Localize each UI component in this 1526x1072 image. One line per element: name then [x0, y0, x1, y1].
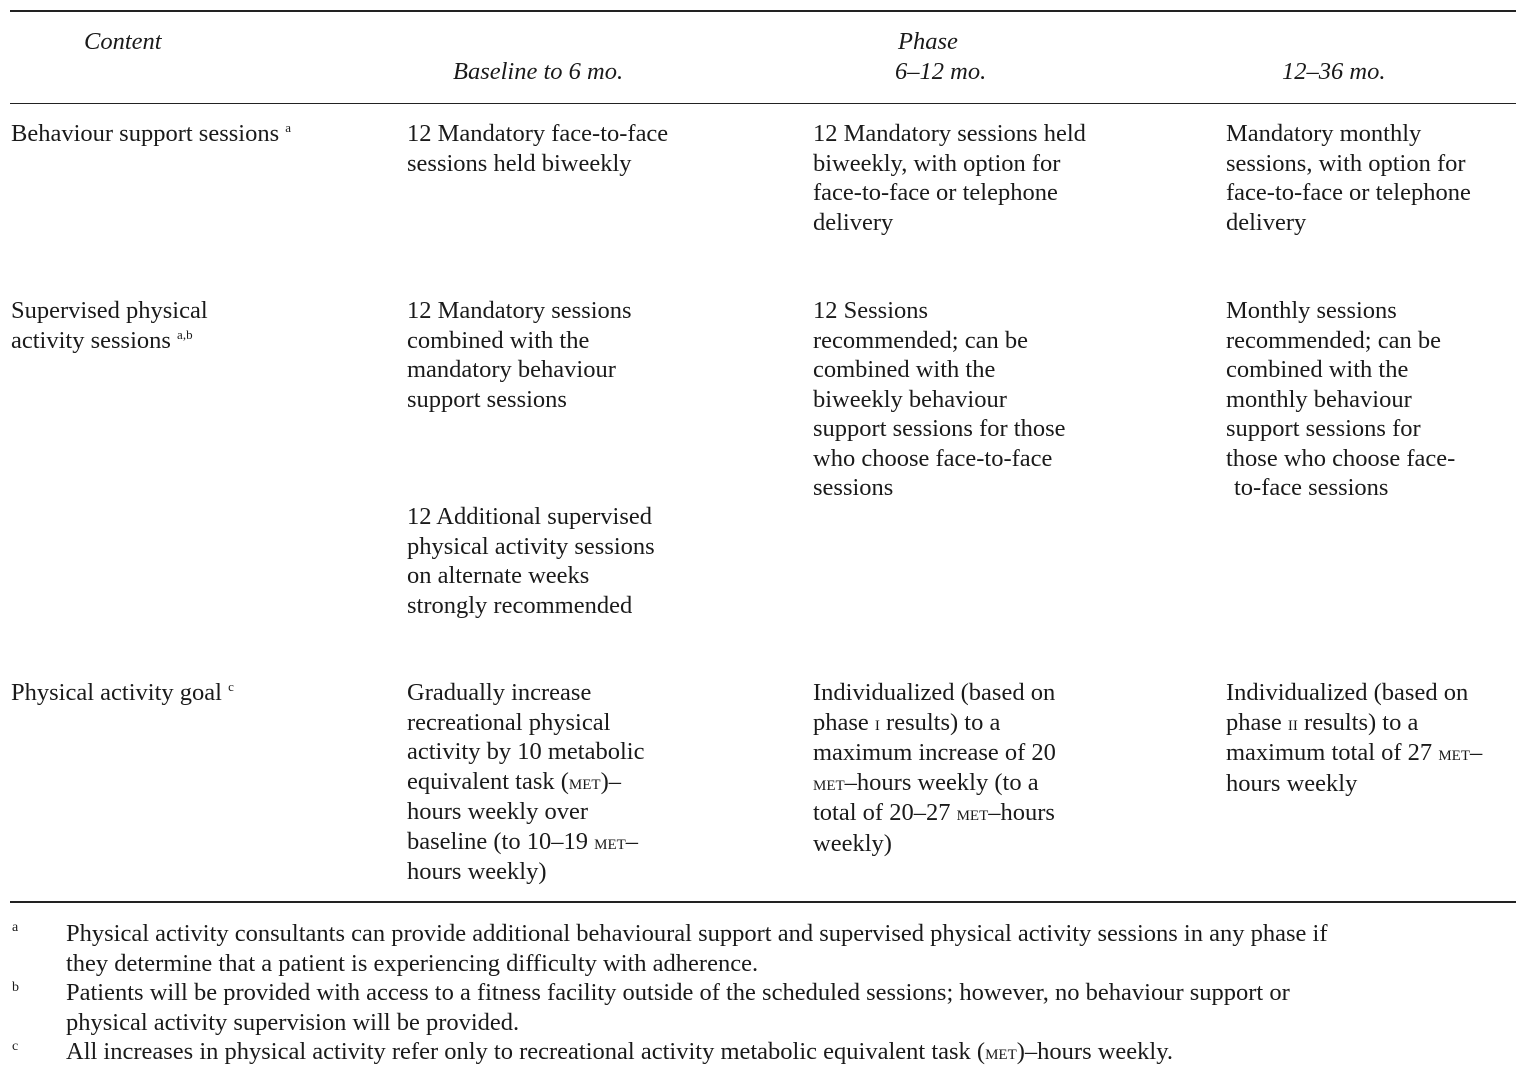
footnote-b-text — [66, 978, 1506, 1037]
cell-line: physical activity sessions — [407, 532, 655, 560]
footnote-line — [66, 1037, 1506, 1068]
footnote-line: physical activity supervision will be provided. — [66, 1008, 520, 1036]
cell-supervised-6-12 — [813, 296, 1065, 503]
cell-line: to-face sessions — [1234, 474, 1389, 501]
cell-line: face-to-face or telephone — [1226, 179, 1471, 206]
cell-goal-12-36 — [1226, 678, 1482, 798]
text-segment: –hours — [988, 799, 1055, 826]
met-abbrev: met — [568, 769, 601, 794]
header-phase: Phase — [898, 28, 958, 55]
cell-supervised-baseline-b — [407, 502, 655, 620]
text-segment: baseline (to 10–19 — [407, 827, 595, 855]
cell-line: strongly recommended — [407, 591, 633, 619]
cell-line: Monthly sessions — [1226, 297, 1397, 324]
text-segment: results) to a — [1297, 708, 1419, 736]
text-segment: phase — [1226, 708, 1288, 736]
cell-goal-6-12 — [813, 678, 1056, 858]
cell-line: hours weekly) — [407, 858, 547, 885]
footnote-line: Patients will be provided with access to a fitness facility outside of the scheduled sessions; however, no behaviour support or — [66, 979, 1290, 1006]
cell-line: sessions held biweekly — [407, 149, 632, 177]
cell-supervised-12-36 — [1226, 296, 1455, 503]
cell-line: 12 Mandatory sessions — [407, 297, 632, 324]
row-label-text: Physical activity goal — [11, 679, 222, 706]
cell-line: support sessions for — [1226, 415, 1421, 442]
cell-line: delivery — [813, 208, 894, 236]
row-label-behaviour — [11, 119, 291, 149]
met-abbrev: met — [956, 801, 989, 825]
cell-behaviour-12-36 — [1226, 119, 1471, 237]
cell-line: combined with the — [407, 326, 590, 354]
footnote-c-mark: c — [12, 1039, 19, 1054]
cell-line: sessions — [813, 474, 894, 501]
met-abbrev: met — [1438, 741, 1470, 765]
cell-line: Gradually increase — [407, 679, 592, 706]
cell-line: support sessions for those — [813, 415, 1066, 442]
cell-line — [1226, 708, 1482, 739]
cell-line: support sessions — [407, 385, 567, 413]
cell-line: combined with the — [813, 356, 996, 383]
cell-line: monthly behaviour — [1226, 385, 1412, 413]
text-segment: phase — [813, 708, 875, 736]
cell-line: activity by 10 metabolic — [407, 738, 645, 765]
cell-line: who choose face-to-face — [813, 444, 1053, 472]
cell-behaviour-baseline — [407, 119, 668, 178]
text-segment: All increases in physical activity refer only to recreational activity metabolic equivalent task ( — [66, 1038, 986, 1065]
cell-line: weekly) — [813, 829, 892, 857]
phase-numeral: ii — [1287, 710, 1298, 735]
footnote-c-text — [66, 1037, 1506, 1068]
text-segment: results) to a — [879, 708, 1001, 736]
cell-goal-baseline — [407, 678, 644, 887]
text-segment: – — [625, 827, 639, 855]
text-segment: equivalent task ( — [407, 767, 569, 795]
row-label-goal — [11, 678, 234, 708]
text-segment: )–hours weekly. — [1016, 1038, 1174, 1065]
header-col-6-12: 6–12 mo. — [895, 58, 987, 85]
cell-line: Mandatory monthly — [1226, 120, 1422, 147]
cell-line: biweekly behaviour — [813, 385, 1007, 413]
footnote-line: Physical activity consultants can provide additional behavioural support and supervised physical activity sessions in any phase if — [66, 920, 1328, 947]
cell-line: recreational physical — [407, 708, 611, 736]
cell-line — [813, 708, 1056, 739]
footnote-line: they determine that a patient is experiencing difficulty with adherence. — [66, 949, 759, 977]
cell-line: hours weekly — [1226, 769, 1358, 797]
header-content: Content — [84, 28, 162, 55]
text-segment: maximum total of 27 — [1226, 739, 1439, 766]
cell-line: biweekly, with option for — [813, 149, 1061, 177]
cell-line: 12 Additional supervised — [407, 503, 652, 530]
cell-line: delivery — [1226, 208, 1307, 236]
met-abbrev: met — [985, 1040, 1017, 1064]
footnote-ref: a — [285, 120, 292, 135]
text-segment: – — [1469, 739, 1483, 766]
footnote-a-text — [66, 919, 1506, 978]
footnote-ref: c — [228, 679, 234, 694]
met-abbrev: met — [594, 829, 626, 854]
cell-line: recommended; can be — [813, 326, 1028, 354]
row-label-text-line2 — [11, 326, 208, 356]
cell-line — [407, 827, 644, 858]
cell-line: 12 Mandatory face-to-face — [407, 120, 669, 147]
footnote-ref: a,b — [177, 326, 193, 342]
row-label-text: activity sessions — [11, 326, 171, 354]
text-segment: )– — [600, 767, 622, 795]
cell-line: on alternate weeks — [407, 562, 590, 589]
header-rule — [10, 103, 1516, 104]
cell-line — [407, 767, 644, 798]
met-abbrev: met — [813, 770, 845, 795]
cell-line — [813, 768, 1056, 799]
text-segment: –hours weekly (to a — [844, 768, 1039, 796]
footnote-a-mark: a — [12, 920, 19, 935]
footnote-b-mark: b — [12, 980, 19, 995]
row-label-supervised — [11, 296, 208, 355]
cell-line: 12 Sessions — [813, 297, 929, 324]
row-label-text: Supervised physical — [11, 297, 208, 324]
cell-line: recommended; can be — [1226, 326, 1441, 354]
cell-supervised-baseline-a — [407, 296, 632, 414]
cell-line: hours weekly over — [407, 798, 588, 825]
cell-line: face-to-face or telephone — [813, 179, 1058, 206]
phase-numeral: i — [874, 710, 880, 735]
cell-line: sessions, with option for — [1226, 149, 1466, 177]
cell-line: combined with the — [1226, 356, 1409, 383]
row-label-text: Behaviour support sessions — [11, 120, 280, 147]
cell-line: those who choose face- — [1226, 444, 1456, 472]
cell-line — [813, 798, 1056, 829]
text-segment: total of 20–27 — [813, 799, 957, 826]
cell-line — [1226, 738, 1482, 769]
header-col-baseline: Baseline to 6 mo. — [453, 58, 624, 85]
cell-line: maximum increase of 20 — [813, 739, 1056, 766]
cell-line: Individualized (based on — [813, 679, 1056, 706]
cell-line: Individualized (based on — [1226, 679, 1469, 706]
cell-behaviour-6-12 — [813, 119, 1086, 237]
cell-line: mandatory behaviour — [407, 356, 616, 383]
header-col-12-36: 12–36 mo. — [1282, 58, 1386, 85]
table-top-rule — [10, 10, 1516, 12]
cell-line: 12 Mandatory sessions held — [813, 120, 1086, 147]
table-bottom-rule — [10, 901, 1516, 903]
